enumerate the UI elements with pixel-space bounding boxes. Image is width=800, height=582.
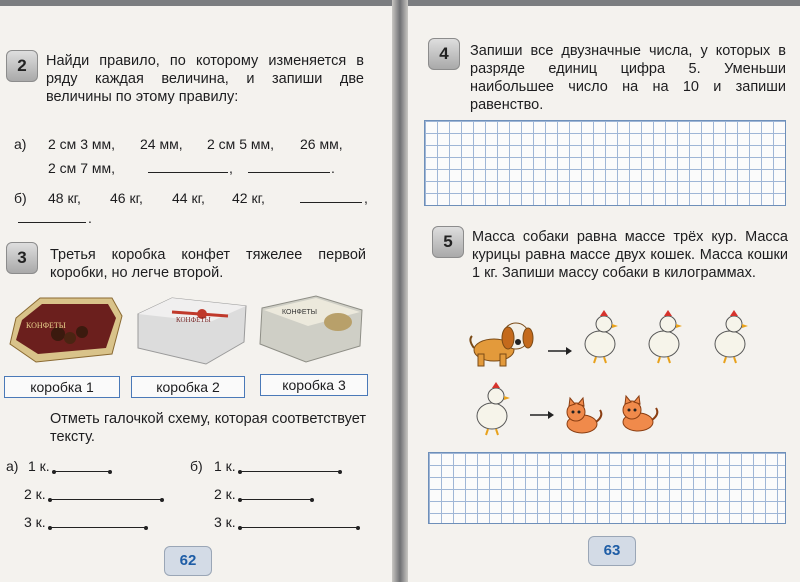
task-3-text: Третья коробка конфет тяжелее первой коробки, но легче второй. bbox=[50, 247, 366, 281]
candy-box-3-print: КОНФЕТЫ bbox=[282, 309, 317, 316]
scheme-segment bbox=[240, 463, 340, 472]
scheme-a-row-2[interactable] bbox=[24, 486, 162, 502]
scheme-b-label: б) bbox=[190, 458, 203, 474]
task-2-text: Найди правило, по которому изменяется в ряду каждая величина, и запиши две величины по этому правилу: bbox=[46, 53, 364, 105]
cat-icon bbox=[562, 396, 606, 436]
hen-icon bbox=[642, 308, 686, 364]
scheme-row-label: 1 к. bbox=[28, 458, 50, 474]
task-5-text: Масса собаки равна массе трёх кур. Масса курицы равна массе двух кошек. Масса кошки 1 кг. Запиши массу собаки в килограммах. bbox=[472, 229, 788, 281]
answer-grid-task-4[interactable] bbox=[424, 120, 786, 206]
dog-icon bbox=[466, 318, 540, 368]
task-2-row-a-value: 2 см 7 мм, bbox=[48, 160, 116, 176]
task-2-row-a-value: 2 см 3 мм, bbox=[48, 136, 116, 152]
box-label-3: коробка 3 bbox=[260, 374, 368, 396]
task-2-number: 2 bbox=[6, 50, 38, 82]
period: . bbox=[88, 210, 92, 226]
scheme-row-label: 2 к. bbox=[24, 486, 46, 502]
arrow-icon bbox=[530, 410, 554, 420]
scheme-row-label: 3 к. bbox=[24, 514, 46, 530]
scheme-segment bbox=[54, 463, 110, 472]
task-2-row-b-value: 46 кг, bbox=[110, 190, 143, 206]
scheme-segment bbox=[50, 491, 162, 500]
box-label-2: коробка 2 bbox=[131, 376, 245, 398]
task-2-row-b-value: 48 кг, bbox=[48, 190, 81, 206]
scheme-row-label: 3 к. bbox=[214, 514, 236, 530]
answer-blank[interactable] bbox=[300, 190, 362, 203]
box-label-1: коробка 1 bbox=[4, 376, 120, 398]
scheme-a-row-3[interactable] bbox=[24, 514, 146, 530]
candy-box-2-print: КОНФЕТЫ bbox=[176, 316, 211, 324]
hen-icon bbox=[708, 308, 752, 364]
scheme-a-label: а) bbox=[6, 458, 19, 474]
task-2-row-a-value: 24 мм, bbox=[140, 136, 183, 152]
candy-box-1-image bbox=[6, 290, 126, 370]
task-3-number: 3 bbox=[6, 242, 38, 274]
period: . bbox=[331, 160, 335, 176]
task-5-number: 5 bbox=[432, 226, 464, 258]
book-gutter bbox=[392, 0, 408, 582]
page-number-left: 62 bbox=[164, 546, 212, 576]
scheme-b-row-2[interactable] bbox=[214, 486, 312, 502]
cat-icon bbox=[618, 394, 662, 434]
answer-grid-task-5[interactable] bbox=[428, 452, 786, 524]
task-3-instruction: Отметь галочкой схему, которая соответствует тексту. bbox=[50, 411, 366, 445]
hen-icon bbox=[470, 380, 514, 436]
scheme-segment bbox=[50, 519, 146, 528]
answer-blank[interactable] bbox=[148, 160, 228, 173]
scheme-segment bbox=[240, 491, 312, 500]
scheme-b-row-1[interactable] bbox=[214, 458, 340, 474]
scheme-b-row-3[interactable] bbox=[214, 514, 358, 530]
candy-box-3-image bbox=[256, 292, 366, 368]
answer-blank[interactable] bbox=[18, 210, 86, 223]
task-2-row-a-value: 2 см 5 мм, bbox=[207, 136, 275, 152]
scheme-segment bbox=[240, 519, 358, 528]
answer-blank[interactable] bbox=[248, 160, 330, 173]
scheme-row-label: 1 к. bbox=[214, 458, 236, 474]
scheme-row-label: 2 к. bbox=[214, 486, 236, 502]
scheme-a-row-1[interactable] bbox=[28, 458, 110, 474]
task-2-row-b-value: 44 кг, bbox=[172, 190, 205, 206]
task-4-text: Запиши все двузначные числа, у которых в разряде единиц цифра 5. Уменьши наибольшее число на на 10 и запиши равенство. bbox=[470, 43, 786, 113]
candy-box-2-image bbox=[132, 292, 252, 372]
candy-box-1-print: КОНФЕТЫ bbox=[26, 321, 66, 330]
task-2-row-b-label: б) bbox=[14, 190, 27, 206]
comma: , bbox=[364, 190, 368, 206]
task-4-number: 4 bbox=[428, 38, 460, 70]
task-2-row-b-value: 42 кг, bbox=[232, 190, 265, 206]
comma: , bbox=[229, 160, 233, 176]
hen-icon bbox=[578, 308, 622, 364]
task-2-row-a-label: а) bbox=[14, 136, 27, 152]
arrow-icon bbox=[548, 346, 572, 356]
task-2-row-a-value: 26 мм, bbox=[300, 136, 343, 152]
page-number-right: 63 bbox=[588, 536, 636, 566]
